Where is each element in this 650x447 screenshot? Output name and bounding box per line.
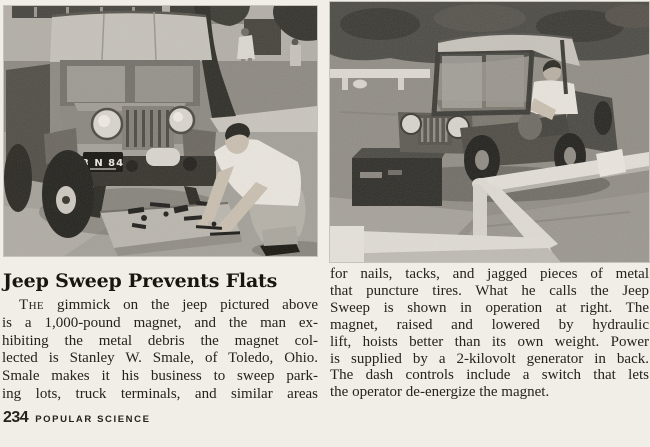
photo-right-scene [330,2,649,262]
body-line: is supplied by a 2-kilovolt generator in back. [330,350,649,367]
body-line: ing lots, truck terminals, and similar areas [2,385,318,402]
body-line: that puncture tires. What he calls the Jeep [330,282,649,299]
body-line [2,297,318,315]
body-line-text: gimmick on the jeep pictured above [56,297,319,313]
body-line: magnet, raised and lowered by hydraulic [330,316,649,333]
body-line: hibiting the metal debris the magnet col- [2,332,318,349]
film-grain [330,2,649,262]
body-line: lift, hoists better than its own weight. Power [330,333,649,350]
body-line: the operator de-energize the magnet. [330,384,550,401]
photo-right-jeep-sweep [330,2,649,262]
body-line: Smale makes it his business to sweep park- [2,368,318,385]
photo-left-scene [4,6,317,256]
body-line: for nails, tacks, and jagged pieces of metal [330,266,649,282]
lead-word: The [19,297,45,313]
film-grain [4,6,317,256]
body-line: lected is Stanley W. Smale, of Toledo, Ohio. [2,350,318,367]
right-column [330,266,649,401]
magazine-name: POPULAR SCIENCE [35,414,151,425]
body-line: is a 1,000-pound magnet, and the man ex- [2,314,318,331]
body-line: Sweep is shown in operation at right. The [330,299,649,316]
left-column [2,270,318,404]
page-number: 234 [3,409,29,426]
body-line: The dash controls include a switch that lets [330,367,649,384]
photo-left-jeep-debris [4,6,317,256]
article-headline: Jeep Sweep Prevents Flats [3,270,278,292]
page-footer [3,409,151,427]
